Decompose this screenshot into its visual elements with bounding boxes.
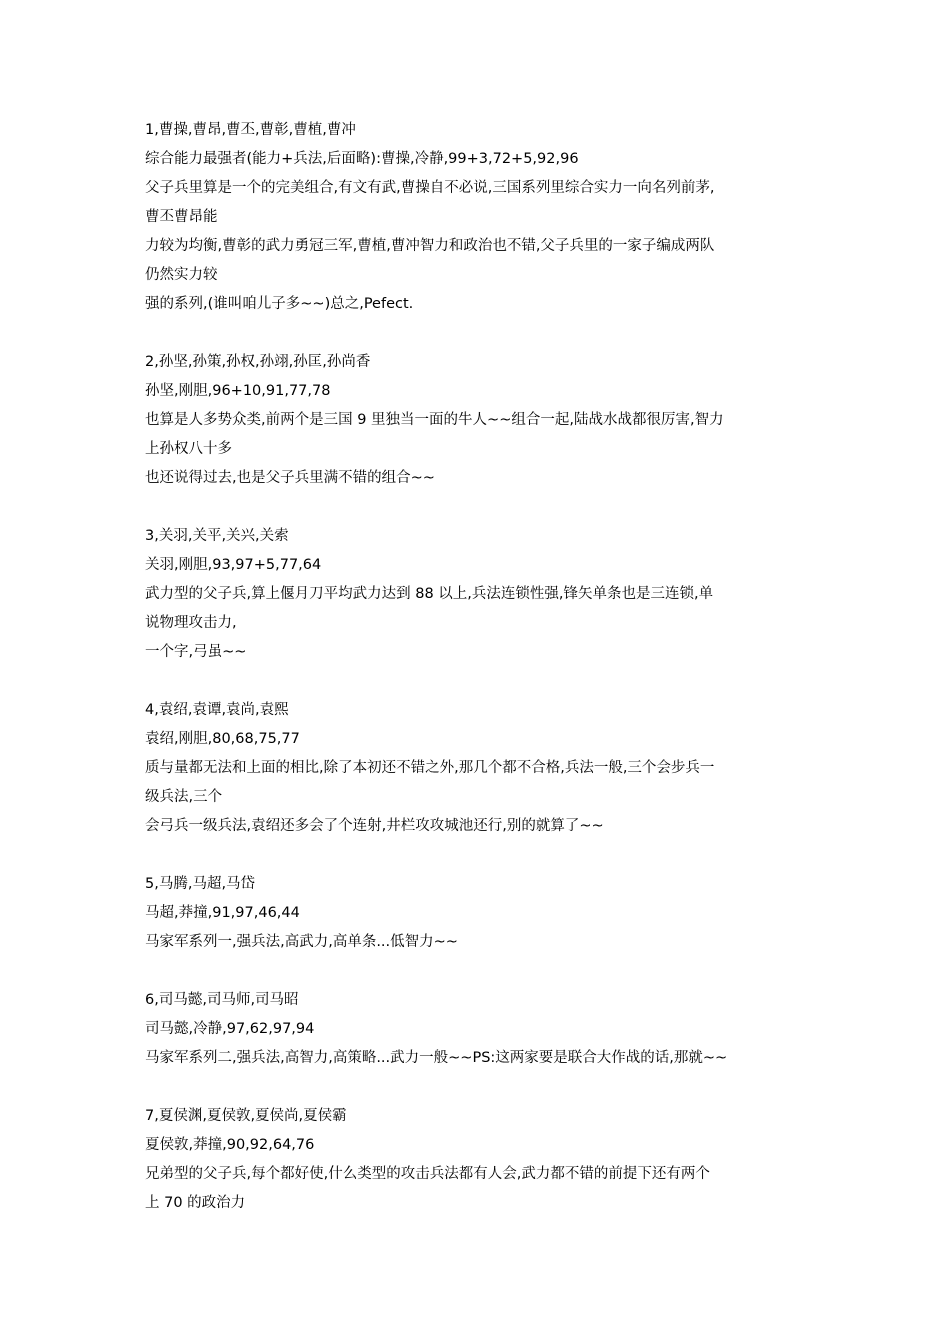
section-heading: 2,孙坚,孙策,孙权,孙翊,孙匡,孙尚香 (145, 354, 371, 370)
section-text-line: 上孙权八十多 (145, 441, 232, 457)
section-heading: 3,关羽,关平,关兴,关索 (145, 528, 289, 544)
section-heading: 6,司马懿,司马师,司马昭 (145, 992, 299, 1008)
section-stats: 综合能力最强者(能力+兵法,后面略):曹操,冷静,99+3,72+5,92,96 (145, 151, 579, 167)
section-text-line: 马家军系列一,强兵法,高武力,高单条...低智力~~ (145, 934, 458, 950)
section-text-line: 上 70 的政治力 (145, 1195, 246, 1211)
section-sun-family (145, 348, 807, 493)
section-heading: 5,马腾,马超,马岱 (145, 876, 256, 892)
section-xiahou-family (145, 1102, 807, 1218)
section-text-line: 说物理攻击力, (145, 615, 237, 631)
section-sima-family (145, 986, 807, 1073)
section-text-line: 力较为均衡,曹彰的武力勇冠三军,曹植,曹冲智力和政治也不错,父子兵里的一家子编成两队 (145, 238, 715, 254)
section-stats: 司马懿,冷静,97,62,97,94 (145, 1021, 315, 1037)
section-heading: 4,袁绍,袁谭,袁尚,袁熙 (145, 702, 289, 718)
section-ma-family (145, 870, 807, 957)
section-stats: 马超,莽撞,91,97,46,44 (145, 905, 300, 921)
section-text-line: 武力型的父子兵,算上偃月刀平均武力达到 88 以上,兵法连锁性强,锋矢单条也是三连锁,单 (145, 586, 714, 602)
section-text-line: 也还说得过去,也是父子兵里满不错的组合~~ (145, 470, 435, 486)
section-heading: 1,曹操,曹昂,曹丕,曹彰,曹植,曹冲 (145, 122, 356, 138)
section-text-line: 强的系列,(谁叫咱儿子多~~)总之,Pefect. (145, 296, 414, 312)
section-text-line: 会弓兵一级兵法,袁绍还多会了个连射,井栏攻攻城池还行,别的就算了~~ (145, 818, 604, 834)
section-text-line: 一个字,弓虽~~ (145, 644, 247, 660)
section-text-line: 质与量都无法和上面的相比,除了本初还不错之外,那几个都不合格,兵法一般,三个会步兵一 (145, 760, 715, 776)
section-yuan-family (145, 696, 807, 841)
section-text-line: 父子兵里算是一个的完美组合,有文有武,曹操自不必说,三国系列里综合实力一向名列前茅, (145, 180, 715, 196)
section-text-line: 仍然实力较 (145, 267, 218, 283)
section-text-line: 曹丕曹昂能 (145, 209, 218, 225)
section-text-line: 也算是人多势众类,前两个是三国 9 里独当一面的牛人~~组合一起,陆战水战都很厉害,智力 (145, 412, 724, 428)
section-text-line: 级兵法,三个 (145, 789, 223, 805)
section-stats: 关羽,刚胆,93,97+5,77,64 (145, 557, 322, 573)
section-text-line: 马家军系列二,强兵法,高智力,高策略...武力一般~~PS:这两家要是联合大作战的话,那就~~ (145, 1050, 728, 1066)
section-stats: 袁绍,刚胆,80,68,75,77 (145, 731, 300, 747)
section-guan-family (145, 522, 807, 667)
section-text-line: 兄弟型的父子兵,每个都好使,什么类型的攻击兵法都有人会,武力都不错的前提下还有两个 (145, 1166, 710, 1182)
section-heading: 7,夏侯渊,夏侯敦,夏侯尚,夏侯霸 (145, 1108, 347, 1124)
document-page (145, 116, 807, 1247)
section-stats: 夏侯敦,莽撞,90,92,64,76 (145, 1137, 315, 1153)
section-stats: 孙坚,刚胆,96+10,91,77,78 (145, 383, 331, 399)
section-cao-family (145, 116, 807, 319)
